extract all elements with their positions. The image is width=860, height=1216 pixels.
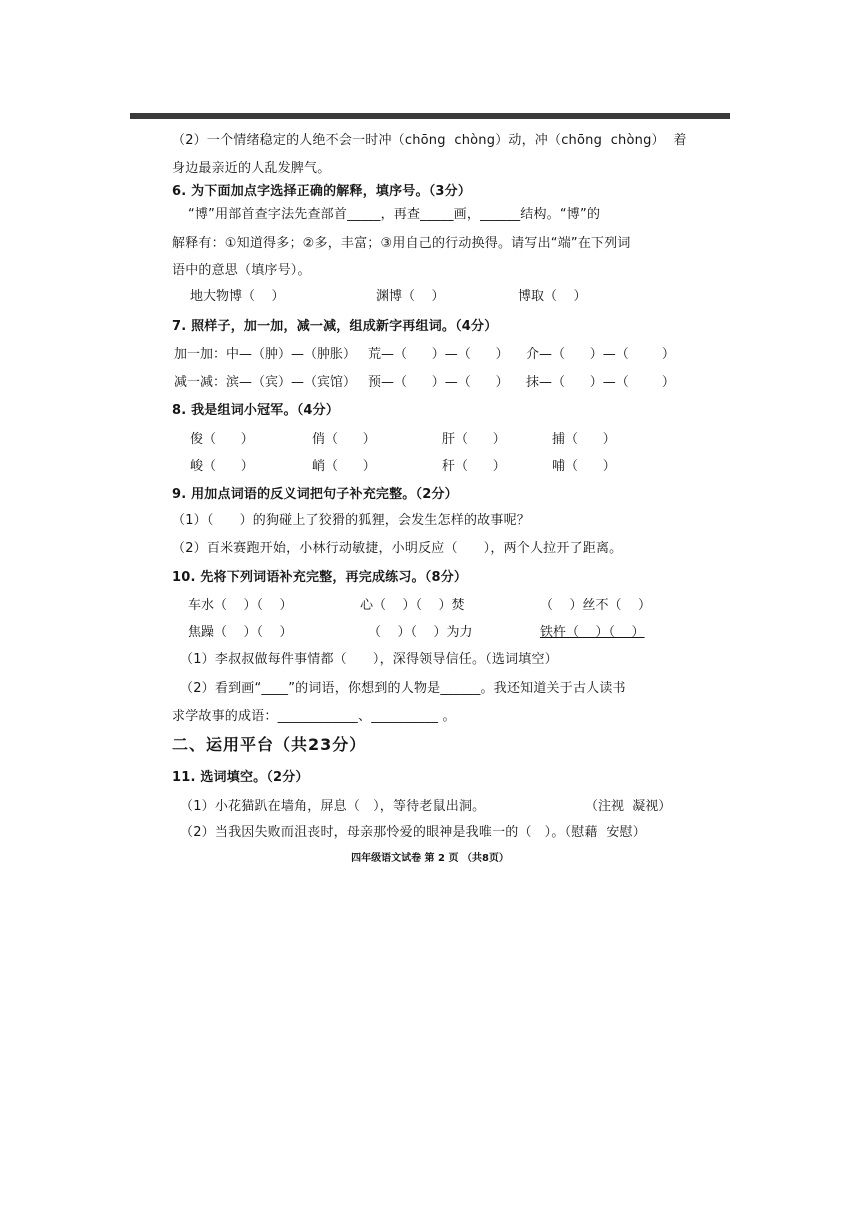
q7-cell: 预—（ ）—（ ） <box>368 375 509 390</box>
q10-cell: （ ）（ ）为力 <box>368 625 473 640</box>
q9-heading: 9. 用加点词语的反义词把句子补充完整。（2分） <box>172 487 458 502</box>
q7-cell: 介—（ ）—（ ） <box>526 347 675 362</box>
q10-item-2-cont: 求学故事的成语：____________、__________ 。 <box>172 709 456 724</box>
q7-cell: 减一减：滨—（宾）—（宾馆） <box>174 375 357 390</box>
q7-heading: 7. 照样子，加一加，减一减，组成新字再组词。（4分） <box>172 319 498 334</box>
q5-item-2-cont: 身边最亲近的人乱发脾气。 <box>172 161 331 176</box>
q10-cell: 车水（ ）（ ） <box>188 598 293 613</box>
q10-cell: 焦躁（ ）（ ） <box>188 625 293 640</box>
q6-text-2: 解释有：①知道得多；②多，丰富；③用自己的行动换得。请写出“端”在下列词 <box>172 236 631 251</box>
q11-item-1-options: （注视 凝视） <box>585 799 672 814</box>
q8-cell: 捕（ ） <box>552 432 616 447</box>
q8-cell: 俊（ ） <box>190 432 254 447</box>
q10-item-2: （2）看到画“____”的词语，你想到的人物是______。我还知道关于古人读书 <box>180 681 626 696</box>
q7-cell: 抹—（ ）—（ ） <box>526 375 675 390</box>
q8-heading: 8. 我是组词小冠军。（4分） <box>172 403 340 418</box>
section-2-heading: 二、运用平台（共23分） <box>172 735 367 754</box>
q7-cell: 荒—（ ）—（ ） <box>368 347 509 362</box>
q5-item-2: （2）一个情绪稳定的人绝不会一时冲（chōng chòng）动，冲（chōng chòng） 着 <box>172 133 687 148</box>
q10-cell: 心（ ）（ ）焚 <box>360 598 465 613</box>
q10-heading: 10. 先将下列词语补充完整，再完成练习。（8分） <box>172 570 468 585</box>
q8-cell: 哺（ ） <box>552 459 616 474</box>
q6-word: 博取（ ） <box>518 289 587 304</box>
q11-item-1: （1）小花猫趴在墙角，屏息（ ），等待老鼠出洞。 <box>180 799 486 814</box>
q6-text-1: “博”用部首查字法先查部首_____，再查_____画，______结构。“博”的 <box>188 207 601 222</box>
top-rule <box>130 113 730 119</box>
q6-word: 地大物博（ ） <box>190 289 285 304</box>
q11-heading: 11. 选词填空。（2分） <box>172 770 309 785</box>
q6-heading: 6. 为下面加点字选择正确的解释，填序号。（3分） <box>172 184 472 199</box>
q10-cell: （ ）丝不（ ） <box>540 598 652 613</box>
page-footer: 四年级语文试卷 第 2 页 （共8页） <box>351 853 509 864</box>
q8-cell: 峻（ ） <box>190 459 254 474</box>
q8-cell: 峭（ ） <box>312 459 376 474</box>
q9-item-2: （2）百米赛跑开始，小林行动敏捷，小明反应（ ），两个人拉开了距离。 <box>172 541 623 556</box>
q8-cell: 肝（ ） <box>442 432 506 447</box>
q10-item-1: （1）李叔叔做每件事情都（ ），深得领导信任。（选词填空） <box>180 652 558 667</box>
q8-cell: 秆（ ） <box>442 459 506 474</box>
q6-text-3: 语中的意思（填序号）。 <box>172 263 311 278</box>
q6-word: 渊博（ ） <box>376 289 445 304</box>
q7-cell: 加一加：中—（肿）—（肿胀） <box>174 347 357 362</box>
q11-item-2: （2）当我因失败而沮丧时，母亲那怜爱的眼神是我唯一的（ ）。（慰藉 安慰） <box>180 825 646 840</box>
q8-cell: 俏（ ） <box>312 432 376 447</box>
q10-cell: 铁杵（ ）（ ） <box>540 625 645 640</box>
q9-item-1: （1）（ ）的狗碰上了狡猾的狐狸，会发生怎样的故事呢？ <box>172 513 530 528</box>
